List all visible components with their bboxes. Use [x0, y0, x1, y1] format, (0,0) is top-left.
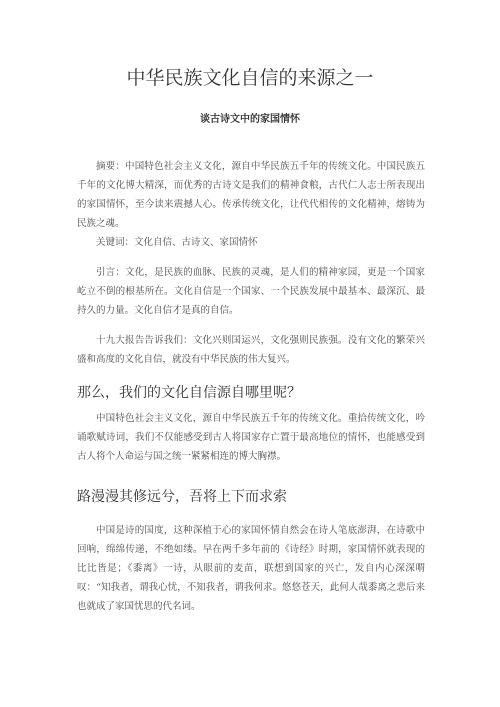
document-subtitle: 谈古诗文中的家国情怀 [200, 114, 300, 125]
abstract-paragraph: 摘要：中国特色社会主义文化，源自中华民族五千年的传统文化。中国民族五千年的文化博大精深，而优秀的古诗文是我们的精神食粮，古代仁人志士所表现出的家国情怀，至今读来震撼人心。传承传统文化，让代代相传的文化精神，熔铸为民族之魂。 [77, 161, 425, 229]
document-title: 中华民族文化自信的来源之一 [126, 67, 374, 89]
keywords-paragraph: 关键词：文化自信、古诗文、家国情怀 [96, 237, 258, 248]
report-paragraph: 十九大报告告诉我们：文化兴则国运兴，文化强则民族强。没有文化的繁荣兴盛和高度的文化自信，就没有中华民族的伟大复兴。 [77, 335, 425, 365]
section-heading: 路漫漫其修远兮，吾将上下而求索 [77, 489, 287, 505]
section-body-paragraph: 中国是诗的国度，这种深植于心的家国怀情自然会在诗人笔底澎湃，在诗歌中回响，绵绵传递，不绝如缕。早在两千多年前的《诗经》时期，家国情怀就表现的比比皆是；《黍离》一诗，从眼前的麦苗，联想到国家的兴亡，发自内心深深喟叹：“知我者，谓我心忧，不知我者，谓我何求。悠悠苍天，此何人哉黍离之悲后来也就成了家国忧思的代名词。 [77, 525, 425, 612]
section-body-paragraph: 中国特色社会主义文化，源自中华民族五千年的传统文化。重拾传统文化，吟诵歌赋诗词，我们不仅能感受到古人将国家存亡置于最高地位的情怀，也能感受到古人将个人命运与国之统一紧紧相连的博大胸襟。 [77, 413, 425, 462]
section-heading: 那么，我们的文化自信源自哪里呢？ [77, 385, 301, 401]
intro-paragraph: 引言：文化，是民族的血脉、民族的灵魂，是人们的精神家园，更是一个国家屹立不倒的根基所在。文化自信是一个国家、一个民族发展中最基本、最深沉、最持久的力量。文化自信才是真的自信。 [77, 267, 425, 316]
